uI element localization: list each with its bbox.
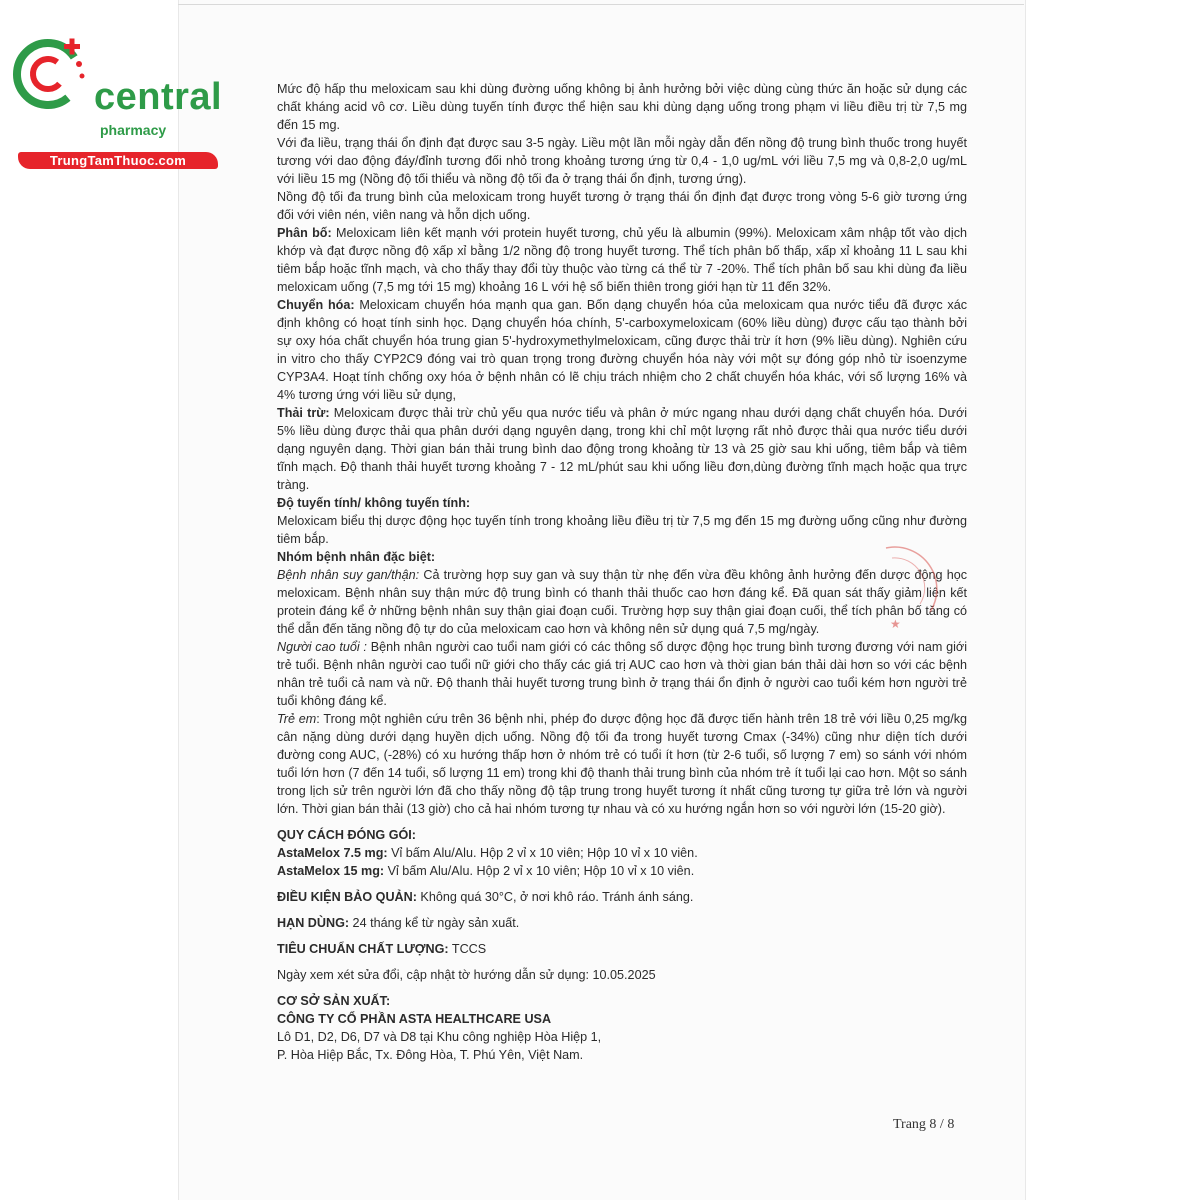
metabolism-label: Chuyển hóa: — [277, 298, 355, 312]
storage-line — [277, 888, 967, 906]
page-number: Trang 8 / 8 — [893, 1117, 955, 1132]
expiry-text: 24 tháng kể từ ngày sản xuất. — [349, 916, 520, 930]
pack-15mg-label: AstaMelox 15 mg: — [277, 864, 385, 878]
pack-15mg — [277, 862, 967, 880]
special-populations-heading: Nhóm bệnh nhân đặc biệt: — [277, 550, 436, 564]
excretion-label: Thải trừ: — [277, 406, 330, 420]
manufacturer-address-line1: Lô D1, D2, D6, D7 và D8 tại Khu công nghiệp Hòa Hiệp 1, — [277, 1030, 602, 1044]
children-label: Trẻ em — [277, 712, 317, 726]
renal-text: Cả trường hợp suy gan và suy thận từ nhẹ đến vừa đều không ảnh hưởng đến dược động học meloxicam. Bệnh nhân suy thận mức độ trung bình có thanh thải thuốc cao hơn đáng kể. Đã quan sát thấy giảm liên kết protein đáng kể ở những bệnh nhân suy thận giai đoạn cuối. Trường hợp suy thận giai đoạn cuối, thể tích phân bố tăng có thể dẫn đến tăng nồng độ tự do của meloxicam cao hơn và không nên sử dụng quá 7,5 mg/ngày. — [277, 568, 967, 636]
central-pharmacy-logo[interactable] — [8, 34, 223, 168]
renal-paragraph — [277, 566, 967, 638]
standard-line — [277, 940, 967, 958]
distribution-text: Meloxicam liên kết mạnh với protein huyết tương, chủ yếu là albumin (99%). Meloxicam xâm nhập tốt vào dịch khớp và đạt được nồng độ xấp xỉ bằng 1/2 nồng độ trong huyết tương. Thể tích phân bố thấp, xấp xỉ khoảng 11 L sau khi tiêm bắp hoặc tĩnh mạch, và cho thấy thay đổi tùy thuộc vào từng cá thể từ 7 -20%. Thể tích phân bố sau khi dùng đa liều meloxicam uống (7,5 mg tới 15 mg) khoảng 16 L với hệ số biến thiên trong giới hạn từ 11 đến 32%. — [277, 226, 967, 294]
manufacturer-heading: CƠ SỞ SẢN XUẤT: — [277, 994, 391, 1008]
expiry-line — [277, 914, 967, 932]
logo-banner[interactable]: TrungTamThuoc.com — [18, 152, 218, 169]
revision-date: Ngày xem xét sửa đổi, cập nhật tờ hướng dẫn sử dụng: 10.05.2025 — [277, 968, 656, 982]
logo-mark-icon — [8, 34, 98, 124]
storage-label: ĐIỀU KIỆN BẢO QUẢN: — [277, 890, 417, 904]
manufacturer-address-line2: P. Hòa Hiệp Bắc, Tx. Đông Hòa, T. Phú Yên, Việt Nam. — [277, 1048, 584, 1062]
distribution-paragraph — [277, 224, 967, 296]
peak-concentration-paragraph: Nồng độ tối đa trung bình của meloxicam trong huyết tương ở trạng thái ổn định đạt được trong vòng 5-6 giờ tương ứng đối với viên nén, viên nang và hỗn dịch uống. — [277, 190, 967, 222]
children-text: : Trong một nghiên cứu trên 36 bệnh nhi, phép đo dược động học đã được tiến hành trên 18 trẻ với liều 0,25 mg/kg cân nặng dùng dưới dạng huyền dịch uống. Nồng độ tối đa trong huyết tương Cmax (-34%) cũng như diện tích dưới đường cong AUC, (-28%) có xu hướng thấp hơn ở nhóm trẻ có tuổi ít hơn (từ 2-6 tuổi, số lượng 7 em) so sánh với nhóm tuổi lớn hơn (7 đến 14 tuổi, số lượng 11 em) trong khi độ thanh thải trung bình của nhóm trẻ ít tuổi lại cao hơn. Một so sánh trong lịch sử trên người lớn đã cho thấy nồng độ tập trung trong huyết tương ít nhất cũng tương tự giữa trẻ lớn và người lớn. Thời gian bán thải (13 giờ) cho cả hai nhóm tương tự nhau và có xu hướng ngắn hơn so với người lớn (15-20 giờ). — [277, 712, 968, 816]
standard-label: TIÊU CHUẨN CHẤT LƯỢNG: — [277, 942, 449, 956]
page-top-edge — [178, 4, 1024, 5]
elderly-text: Bệnh nhân người cao tuổi nam giới có các thông số dược động học trung bình tương đương với nam giới trẻ tuổi. Bệnh nhân người cao tuổi nữ giới cho thấy các giá trị AUC cao hơn và thời gian bán thải dài hơn so với các bệnh nhân trẻ tuổi cả nam và nữ. Độ thanh thải huyết tương trung bình ở trạng thái ổn định ở người cao tuổi kém hơn người trẻ tuổi không đáng kể. — [277, 640, 967, 708]
document-body — [277, 80, 967, 1064]
standard-text: TCCS — [448, 942, 487, 956]
renal-label: Bệnh nhân suy gan/thận: — [277, 568, 420, 582]
expiry-label: HẠN DÙNG: — [277, 916, 350, 930]
pack-7-5mg-label: AstaMelox 7.5 mg: — [277, 846, 388, 860]
metabolism-text: Meloxicam chuyển hóa mạnh qua gan. Bốn dạng chuyển hóa của meloxicam qua nước tiểu đã được xác định không có hoạt tính sinh học. Dạng chuyển hóa chính, 5'-carboxymeloxicam (60% liều dùng) được cấu tạo thành bởi sự oxy hóa chất chuyển hóa trung gian 5'-hydroxymethylmeloxicam, cũng được thải trừ ít hơn (9% liều dùng). Nghiên cứu in vitro cho thấy CYP2C9 đóng vai trò quan trọng trong đường chuyển hóa này với một sự đóng góp nhỏ từ isoenzyme CYP3A4. Hoạt tính chống oxy hóa ở bệnh nhân có lẽ chịu trách nhiệm cho 2 chất chuyển hóa khác, với số lượng 16% và 4% tương ứng với liều sử dụng, — [277, 298, 968, 402]
elderly-label: Người cao tuổi : — [277, 640, 367, 654]
metabolism-paragraph — [277, 296, 967, 404]
absorption-paragraph: Mức độ hấp thu meloxicam sau khi dùng đường uống không bị ảnh hưởng bởi việc dùng cùng thức ăn hoặc sử dụng các chất kháng acid vô cơ. Liều dùng tuyến tính được thể hiện sau khi dùng dạng uống trong phạm vi liều điều trị từ 7,5 mg đến 15 mg. — [277, 82, 967, 132]
red-stamp-icon — [868, 540, 948, 630]
packaging-heading: QUY CÁCH ĐÓNG GÓI: — [277, 828, 417, 842]
distribution-label: Phân bố: — [277, 226, 332, 240]
children-paragraph — [277, 710, 967, 818]
logo-subtitle: pharmacy — [100, 122, 167, 138]
linearity-paragraph: Meloxicam biểu thị dược động học tuyến tính trong khoảng liều điều trị từ 7,5 mg đến 15 mg đường uống cũng như đường tiêm bắp. — [277, 514, 967, 546]
pack-7-5mg-text: Vỉ bấm Alu/Alu. Hộp 2 vỉ x 10 viên; Hộp 10 vỉ x 10 viên. — [387, 846, 698, 860]
pack-7-5mg — [277, 844, 967, 862]
storage-text: Không quá 30°C, ở nơi khô ráo. Tránh ánh sáng. — [416, 890, 694, 904]
steady-state-paragraph: Với đa liều, trạng thái ổn định đạt được sau 3-5 ngày. Liều một lần mỗi ngày dẫn đến nồng độ trung bình thuốc trong huyết tương với dao động đáy/đỉnh tương đối nhỏ trong khoảng tương ứng từ 0,4 - 1,0 ug/mL với liều 7,5 mg và 0,8-2,0 ug/mL với liều 15 mg (Nồng độ tối thiểu và nồng độ tối đa ở trạng thái ổn định, tương ứng). — [277, 136, 967, 186]
linearity-heading: Độ tuyến tính/ không tuyến tính: — [277, 496, 471, 510]
excretion-paragraph — [277, 404, 967, 494]
elderly-paragraph — [277, 638, 967, 710]
logo-wordmark: central — [94, 76, 223, 118]
manufacturer-name: CÔNG TY CỔ PHẦN ASTA HEALTHCARE USA — [277, 1012, 552, 1026]
excretion-text: Meloxicam được thải trừ chủ yếu qua nước tiểu và phân ở mức ngang nhau dưới dạng chất chuyển hóa. Dưới 5% liều dùng được thải qua phân dưới dạng nguyên dạng, trong khi chỉ một lượng rất nhỏ được thải qua nước tiểu dưới dạng nguyên dạng. Thời gian bán thải trung bình dao động trong khoảng từ 13 và 25 giờ sau khi uống, tiêm bắp và tiêm tĩnh mạch. Độ thanh thải huyết tương khoảng 7 - 12 mL/phút sau khi uống liều đơn,dùng đường tĩnh mạch hoặc qua trực tràng. — [277, 406, 968, 492]
pack-15mg-text: Vỉ bấm Alu/Alu. Hộp 2 vỉ x 10 viên; Hộp 10 vỉ x 10 viên. — [384, 864, 695, 878]
svg-text:★: ★ — [890, 617, 901, 630]
